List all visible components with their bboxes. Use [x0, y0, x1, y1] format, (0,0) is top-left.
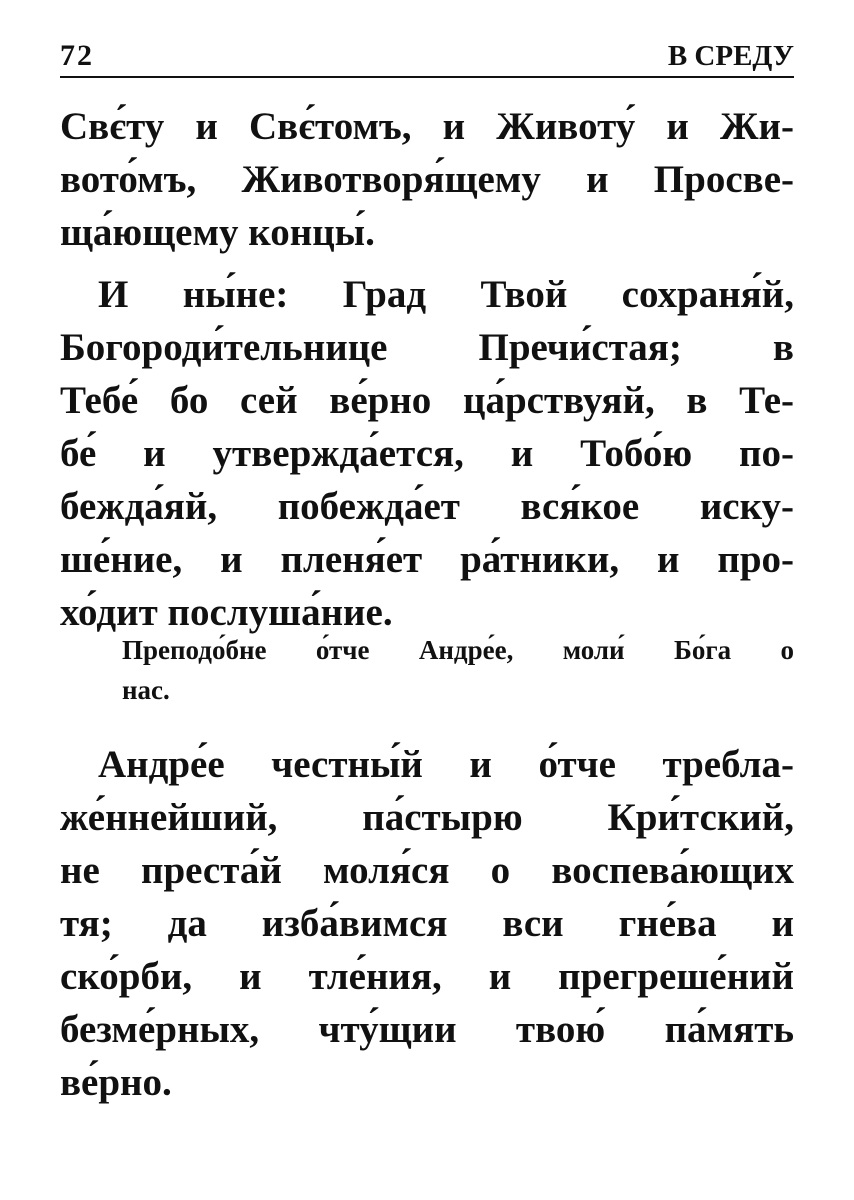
text-line: Тебе́ бо сей ве́рно ца́рствуяй, в Те-: [60, 379, 794, 422]
running-header: [60, 36, 794, 78]
rubric-line: нас.: [122, 675, 170, 705]
paragraph-2: [60, 268, 794, 639]
text-line: ве́рно.: [60, 1061, 172, 1104]
text-line: хо́дит послуша́ние.: [60, 591, 393, 634]
text-line: ско́рби, и тле́ния, и прегреше́ний: [60, 955, 794, 998]
text-line: вото́мъ, Животворя́щему и Просве-: [60, 158, 794, 201]
page-number: 72: [60, 39, 94, 72]
text-line: Свє́ту и Свє́томъ, и Животу́ и Жи-: [60, 105, 794, 148]
text-line: Андре́е честны́й и о́тче трeбла-: [98, 743, 794, 786]
text-line: Богороди́тельнице Пречи́стая; в: [60, 326, 794, 369]
rubric-note: [122, 630, 794, 710]
text-line: тя; да изба́вимся вси гне́ва и: [60, 902, 794, 945]
text-line: бежда́яй, побежда́ет вся́кое иску-: [60, 485, 794, 528]
paragraph-1: [60, 100, 794, 259]
text-line: же́ннейший, па́стырю Кри́тский,: [60, 796, 794, 839]
text-line: бе́ и утвержда́ется, и Тобо́ю по-: [60, 432, 794, 475]
text-line: не преста́й моля́ся о воспева́ющих: [60, 849, 794, 892]
text-line: И ны́не: Град Твой сохраня́й,: [98, 273, 794, 316]
text-line: ща́ющему концы́.: [60, 211, 375, 254]
text-line: ше́ние, и пленя́ет ра́тники, и про-: [60, 538, 794, 581]
section-title: В СРЕДУ: [667, 40, 794, 72]
text-line: безме́рных, чту́щии твою́ па́мять: [60, 1008, 794, 1051]
paragraph-3: [60, 738, 794, 1109]
rubric-line: Преподо́бне о́тче Андре́е, моли́ Бо́га о: [122, 635, 794, 665]
